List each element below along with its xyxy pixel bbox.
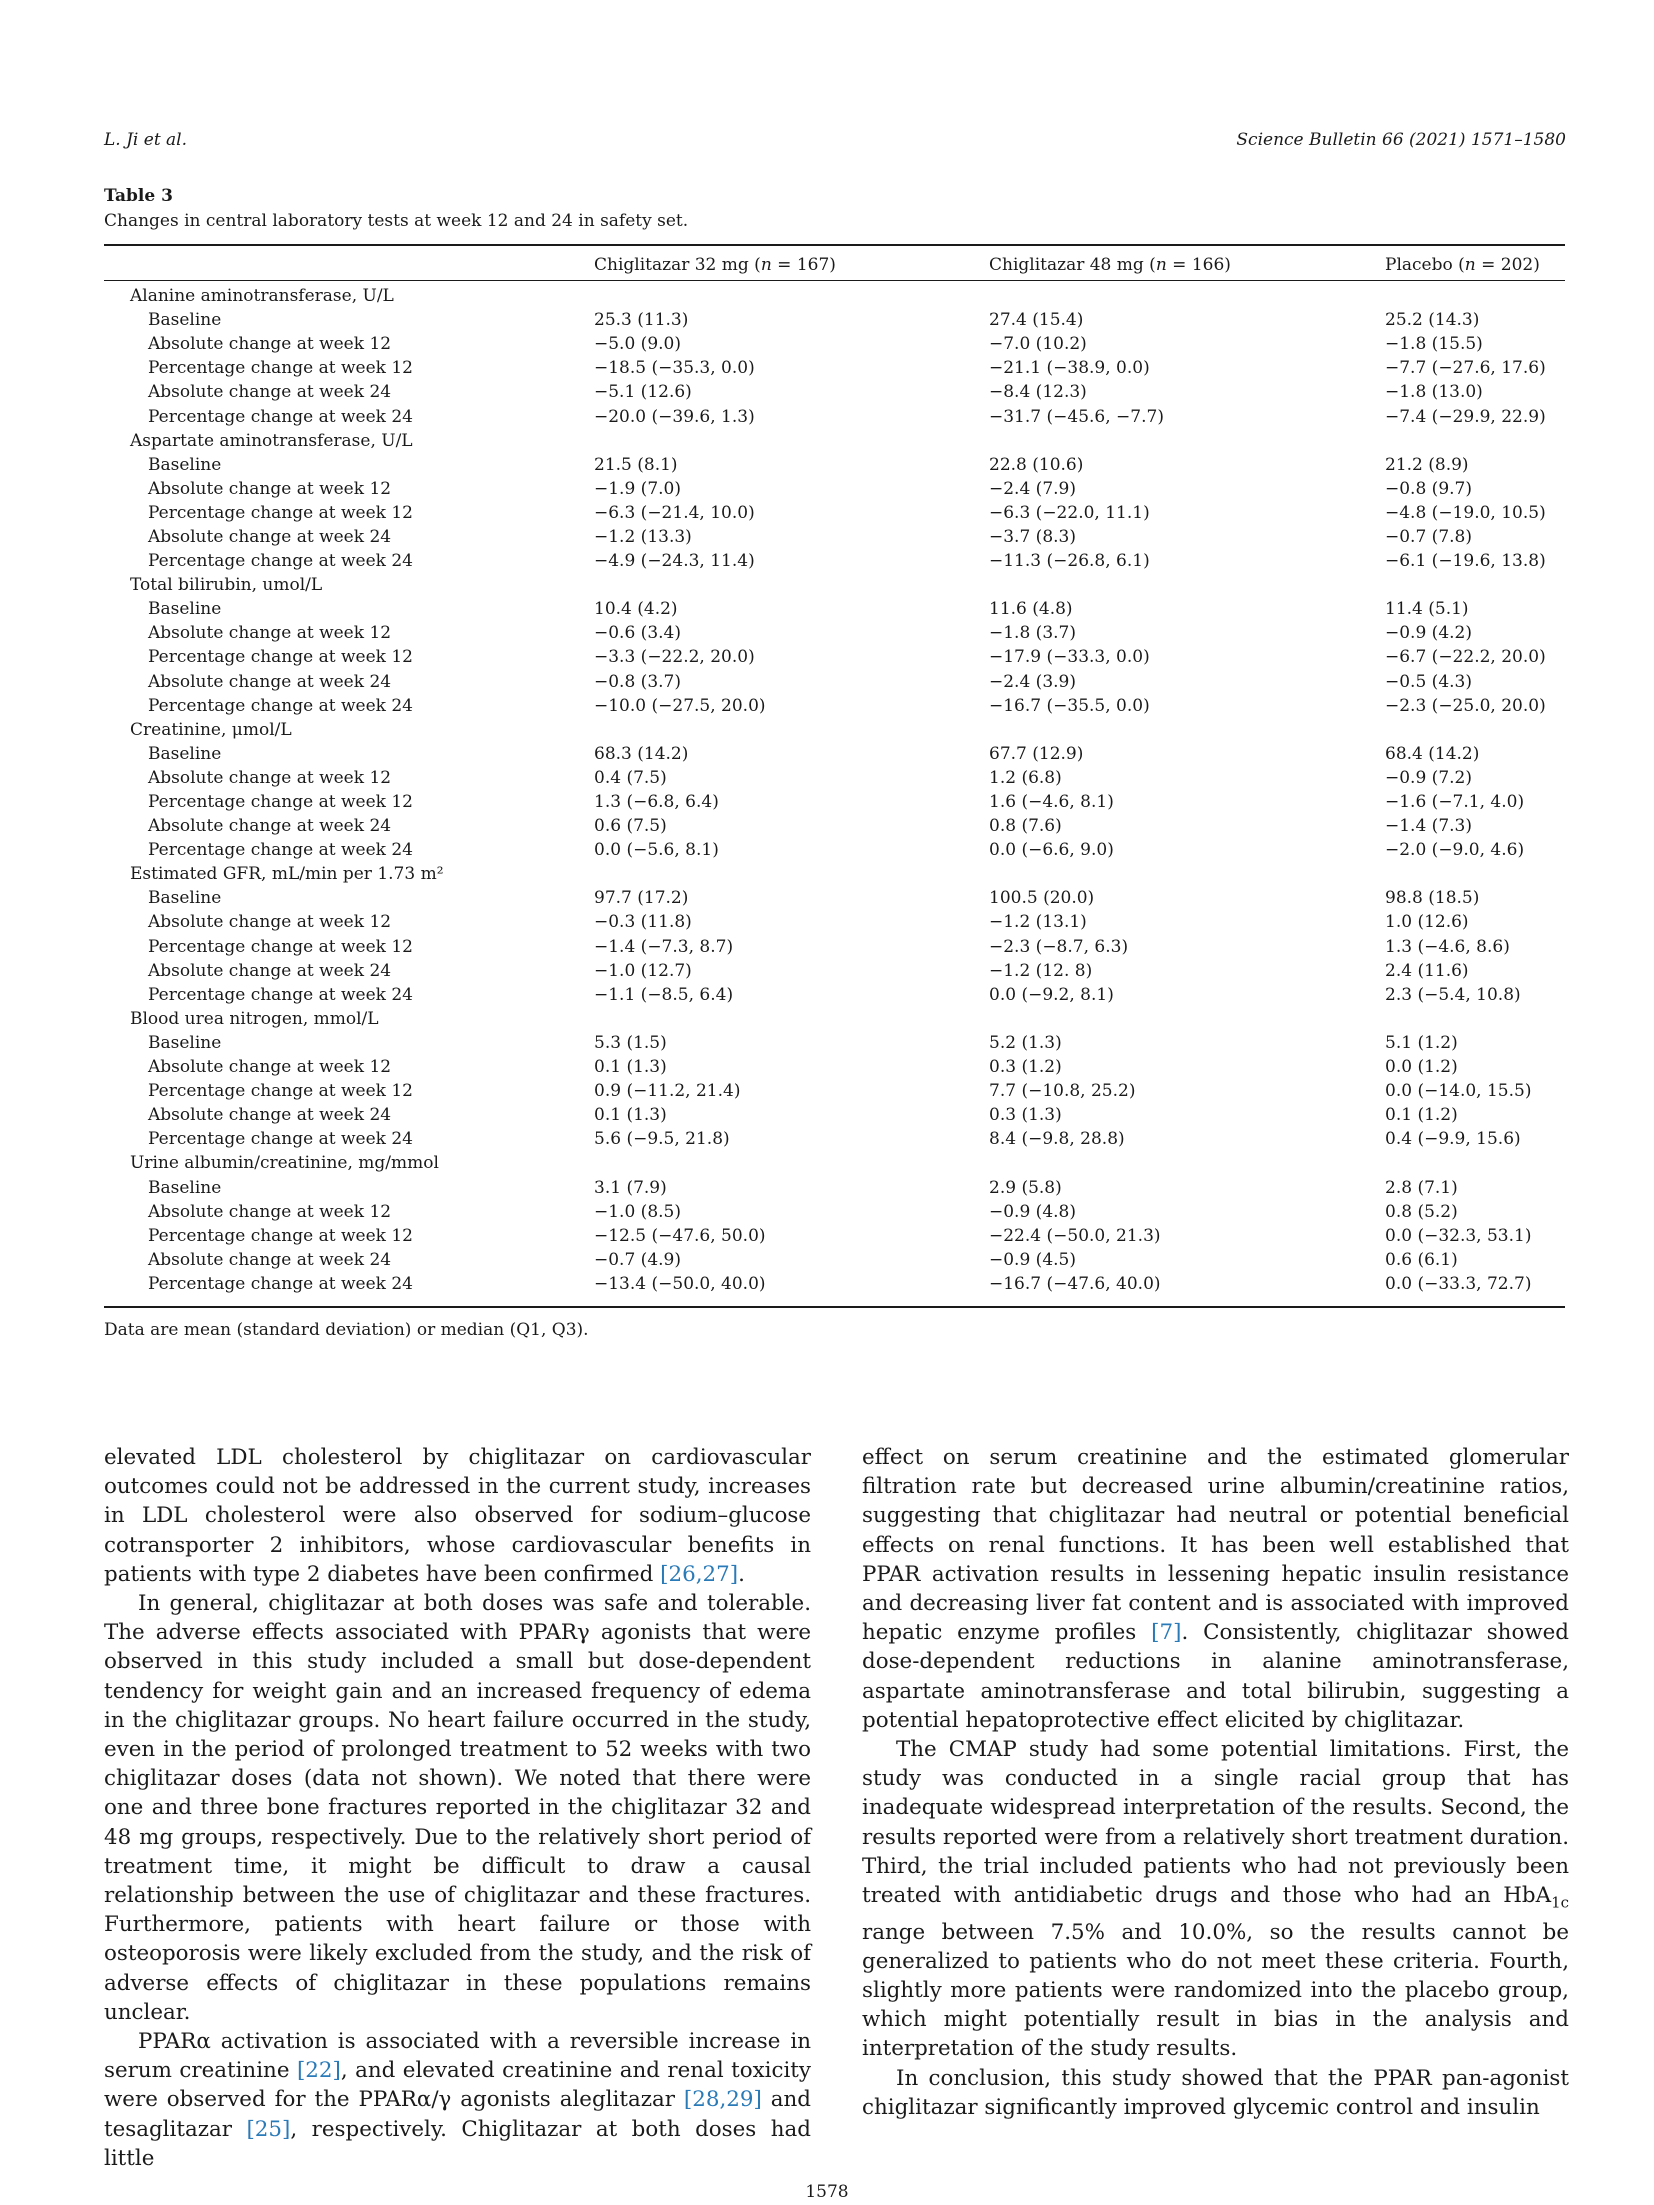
table-row — [104, 1127, 1565, 1151]
table-group-row — [104, 429, 1565, 453]
table-group-row — [104, 718, 1565, 742]
row-label: Percentage change at week 24 — [148, 695, 413, 716]
table-cell: −1.2 (13.3) — [594, 526, 692, 547]
table-row — [104, 1103, 1565, 1127]
table-cell: −3.3 (−22.2, 20.0) — [594, 647, 755, 668]
row-label: Absolute change at week 24 — [148, 960, 392, 981]
table-cell: 0.0 (−32.3, 53.1) — [1385, 1225, 1532, 1246]
table-cell: 0.6 (6.1) — [1385, 1249, 1458, 1270]
table-group-row — [104, 573, 1565, 597]
body-column-right — [862, 1443, 1569, 2122]
table-cell: 0.8 (7.6) — [989, 816, 1062, 837]
table-cell: 25.3 (11.3) — [594, 310, 689, 331]
row-label: Percentage change at week 24 — [148, 840, 413, 861]
header-cell-chiglitazar-32: Chiglitazar 32 mg (n = 167) — [594, 255, 836, 275]
table-cell: −2.4 (7.9) — [989, 478, 1076, 499]
table-cell: 22.8 (10.6) — [989, 454, 1084, 475]
table-row — [104, 766, 1565, 790]
page-number: 1578 — [805, 2182, 849, 2202]
table-cell: −8.4 (12.3) — [989, 382, 1087, 403]
table-cell: −2.3 (−8.7, 6.3) — [989, 936, 1129, 957]
table-cell: 68.4 (14.2) — [1385, 743, 1480, 764]
table-cell: 0.0 (1.2) — [1385, 1057, 1458, 1078]
table-row — [104, 1224, 1565, 1248]
table-cell: 11.6 (4.8) — [989, 599, 1073, 620]
table-cell: 2.3 (−5.4, 10.8) — [1385, 984, 1521, 1005]
table-cell: −12.5 (−47.6, 50.0) — [594, 1225, 766, 1246]
table-row — [104, 1079, 1565, 1103]
table-cell: −21.1 (−38.9, 0.0) — [989, 358, 1150, 379]
table-bottom-rule — [104, 1306, 1565, 1308]
table-row — [104, 1248, 1565, 1272]
group-label: Estimated GFR, mL/min per 1.73 m² — [130, 864, 444, 885]
table-cell: 0.1 (1.3) — [594, 1057, 667, 1078]
table-row — [104, 525, 1565, 549]
group-label: Urine albumin/creatinine, mg/mmol — [130, 1153, 439, 1174]
table-cell: 10.4 (4.2) — [594, 599, 678, 620]
row-label: Absolute change at week 12 — [148, 334, 392, 355]
row-label: Absolute change at week 12 — [148, 478, 392, 499]
table-cell: 0.8 (5.2) — [1385, 1201, 1458, 1222]
row-label: Percentage change at week 12 — [148, 647, 413, 668]
row-label: Baseline — [148, 1177, 222, 1198]
header-cell-chiglitazar-48: Chiglitazar 48 mg (n = 166) — [989, 255, 1231, 275]
table-cell: 1.6 (−4.6, 8.1) — [989, 792, 1114, 813]
table-cell: 0.1 (1.2) — [1385, 1105, 1458, 1126]
table-row — [104, 645, 1565, 669]
table-caption: Changes in central laboratory tests at week 12 and 24 in safety set. — [104, 211, 689, 231]
table-cell: −1.8 (13.0) — [1385, 382, 1483, 403]
row-label: Percentage change at week 24 — [148, 1129, 413, 1150]
table-cell: 0.0 (−5.6, 8.1) — [594, 840, 719, 861]
table-row — [104, 886, 1565, 910]
row-label: Absolute change at week 24 — [148, 1105, 392, 1126]
table-group-row — [104, 862, 1565, 886]
table-row — [104, 356, 1565, 380]
table-row — [104, 1175, 1565, 1199]
group-label: Blood urea nitrogen, mmol/L — [130, 1008, 379, 1029]
table-cell: −0.7 (4.9) — [594, 1249, 681, 1270]
row-label: Percentage change at week 24 — [148, 406, 413, 427]
row-label: Absolute change at week 24 — [148, 816, 392, 837]
table-cell: −1.4 (7.3) — [1385, 816, 1472, 837]
header-cell-blank — [104, 246, 594, 284]
table-row — [104, 549, 1565, 573]
table-cell: 98.8 (18.5) — [1385, 888, 1480, 909]
table-cell: −1.0 (12.7) — [594, 960, 692, 981]
table-cell: 25.2 (14.3) — [1385, 310, 1480, 331]
table-cell: −2.4 (3.9) — [989, 671, 1076, 692]
table-cell: 0.0 (−6.6, 9.0) — [989, 840, 1114, 861]
table-cell: −1.1 (−8.5, 6.4) — [594, 984, 734, 1005]
table-cell: 21.5 (8.1) — [594, 454, 678, 475]
row-label: Percentage change at week 12 — [148, 358, 413, 379]
table-row — [104, 1272, 1565, 1296]
group-label: Alanine aminotransferase, U/L — [130, 286, 394, 307]
table-cell: −7.7 (−27.6, 17.6) — [1385, 358, 1546, 379]
body-paragraph: effect on serum creatinine and the estimated glomerular filtration rate but decreased urine albumin/creatinine ratios, suggesting that chiglitazar had neutral or potential beneficial effects on renal functions. It has been well established that PPAR activation results in lessening hepatic insulin resistance and decreasing liver fat content and is associated with improved hepatic enzyme profiles [7]. Consistently, chiglitazar showed dose-dependent reductions in alanine aminotransferase, aspartate aminotransferase and total bilirubin, suggesting a potential hepatoprotective effect elicited by chiglitazar. — [862, 1445, 1569, 1733]
row-label: Baseline — [148, 599, 222, 620]
row-label: Absolute change at week 12 — [148, 623, 392, 644]
table-row — [104, 790, 1565, 814]
table-cell: −0.8 (3.7) — [594, 671, 681, 692]
table-cell: −0.8 (9.7) — [1385, 478, 1472, 499]
row-label: Absolute change at week 24 — [148, 1249, 392, 1270]
table-row — [104, 1031, 1565, 1055]
table-cell: −17.9 (−33.3, 0.0) — [989, 647, 1150, 668]
table-cell: 0.4 (−9.9, 15.6) — [1385, 1129, 1521, 1150]
table-row — [104, 332, 1565, 356]
table-cell: −1.6 (−7.1, 4.0) — [1385, 792, 1525, 813]
table-cell: −6.3 (−22.0, 11.1) — [989, 502, 1150, 523]
row-label: Baseline — [148, 454, 222, 475]
row-label: Percentage change at week 12 — [148, 1081, 413, 1102]
table-cell: 21.2 (8.9) — [1385, 454, 1469, 475]
table-cell: −2.3 (−25.0, 20.0) — [1385, 695, 1546, 716]
row-label: Absolute change at week 12 — [148, 1201, 392, 1222]
table-cell: 11.4 (5.1) — [1385, 599, 1469, 620]
table-cell: −1.8 (3.7) — [989, 623, 1076, 644]
row-label: Baseline — [148, 743, 222, 764]
row-label: Percentage change at week 12 — [148, 1225, 413, 1246]
table-row — [104, 1055, 1565, 1079]
table-row — [104, 742, 1565, 766]
table-row — [104, 621, 1565, 645]
table-cell: −0.9 (7.2) — [1385, 767, 1472, 788]
table-row — [104, 983, 1565, 1007]
table-cell: 2.9 (5.8) — [989, 1177, 1062, 1198]
table-cell: −0.3 (11.8) — [594, 912, 692, 933]
table-cell: −20.0 (−39.6, 1.3) — [594, 406, 755, 427]
row-label: Baseline — [148, 1032, 222, 1053]
table-cell: −6.1 (−19.6, 13.8) — [1385, 551, 1546, 572]
row-label: Baseline — [148, 310, 222, 331]
row-label: Absolute change at week 12 — [148, 767, 392, 788]
table-row — [104, 694, 1565, 718]
table-cell: −4.8 (−19.0, 10.5) — [1385, 502, 1546, 523]
table-cell: −5.1 (12.6) — [594, 382, 692, 403]
group-label: Total bilirubin, umol/L — [130, 575, 323, 596]
table-cell: 1.0 (12.6) — [1385, 912, 1469, 933]
table-cell: −0.9 (4.8) — [989, 1201, 1076, 1222]
table-cell: 5.6 (−9.5, 21.8) — [594, 1129, 730, 1150]
table-cell: −0.7 (7.8) — [1385, 526, 1472, 547]
table-cell: 7.7 (−10.8, 25.2) — [989, 1081, 1136, 1102]
row-label: Absolute change at week 12 — [148, 1057, 392, 1078]
table-group-row — [104, 284, 1565, 308]
table-row — [104, 477, 1565, 501]
table-cell: 2.4 (11.6) — [1385, 960, 1469, 981]
body-paragraph: elevated LDL cholesterol by chiglitazar on cardiovascular outcomes could not be addressed in the current study, increases in LDL cholesterol were also observed for sodium–glucose cotransporter 2 inhibitors, whose cardiovascular benefits in patients with type 2 diabetes have been confirmed [26,27]. — [104, 1445, 811, 1587]
row-label: Absolute change at week 12 — [148, 912, 392, 933]
table-cell: 68.3 (14.2) — [594, 743, 689, 764]
lab-tests-table — [104, 246, 1565, 1296]
table-cell: 97.7 (17.2) — [594, 888, 689, 909]
table-label: Table 3 — [104, 186, 173, 206]
table-cell: 8.4 (−9.8, 28.8) — [989, 1129, 1125, 1150]
row-label: Percentage change at week 24 — [148, 1273, 413, 1294]
table-cell: 67.7 (12.9) — [989, 743, 1084, 764]
table-cell: 3.1 (7.9) — [594, 1177, 667, 1198]
table-row — [104, 838, 1565, 862]
table-footnote: Data are mean (standard deviation) or median (Q1, Q3). — [104, 1320, 589, 1340]
row-label: Absolute change at week 24 — [148, 671, 392, 692]
table-cell: −2.0 (−9.0, 4.6) — [1385, 840, 1525, 861]
table-cell: 0.4 (7.5) — [594, 767, 667, 788]
table-cell: −1.2 (12. 8) — [989, 960, 1093, 981]
table-cell: −7.0 (10.2) — [989, 334, 1087, 355]
table-cell: 1.3 (−4.6, 8.6) — [1385, 936, 1510, 957]
row-label: Absolute change at week 24 — [148, 382, 392, 403]
table-cell: 27.4 (15.4) — [989, 310, 1084, 331]
table-cell: −18.5 (−35.3, 0.0) — [594, 358, 755, 379]
table-row — [104, 910, 1565, 934]
table-cell: −1.8 (15.5) — [1385, 334, 1483, 355]
row-label: Absolute change at week 24 — [148, 526, 392, 547]
table-row — [104, 814, 1565, 838]
table-cell: 0.9 (−11.2, 21.4) — [594, 1081, 741, 1102]
table-row — [104, 597, 1565, 621]
table-header-row — [104, 246, 1565, 284]
table-cell: −3.7 (8.3) — [989, 526, 1076, 547]
table-cell: 0.3 (1.2) — [989, 1057, 1062, 1078]
table-cell: −1.9 (7.0) — [594, 478, 681, 499]
table-cell: −6.7 (−22.2, 20.0) — [1385, 647, 1546, 668]
table-cell: 0.6 (7.5) — [594, 816, 667, 837]
table-cell: 0.0 (−14.0, 15.5) — [1385, 1081, 1532, 1102]
table-cell: 0.0 (−9.2, 8.1) — [989, 984, 1114, 1005]
body-column-left — [104, 1443, 811, 2173]
table-cell: 5.3 (1.5) — [594, 1032, 667, 1053]
table-group-row — [104, 1151, 1565, 1175]
table-cell: −7.4 (−29.9, 22.9) — [1385, 406, 1546, 427]
table-body — [104, 284, 1565, 1296]
group-label: Creatinine, μmol/L — [130, 719, 292, 740]
table-row — [104, 380, 1565, 404]
table-cell: 1.3 (−6.8, 6.4) — [594, 792, 719, 813]
table-cell: 1.2 (6.8) — [989, 767, 1062, 788]
row-label: Baseline — [148, 888, 222, 909]
running-header-journal: Science Bulletin 66 (2021) 1571–1580 — [1236, 130, 1566, 150]
running-header-authors: L. Ji et al. — [104, 130, 188, 150]
table-row — [104, 1200, 1565, 1224]
group-label: Aspartate aminotransferase, U/L — [130, 430, 413, 451]
table-cell: −16.7 (−47.6, 40.0) — [989, 1273, 1161, 1294]
table-cell: −1.2 (13.1) — [989, 912, 1087, 933]
table-cell: 0.0 (−33.3, 72.7) — [1385, 1273, 1532, 1294]
table-cell: −0.5 (4.3) — [1385, 671, 1472, 692]
table-cell: −13.4 (−50.0, 40.0) — [594, 1273, 766, 1294]
table-group-row — [104, 1007, 1565, 1031]
table-cell: −1.0 (8.5) — [594, 1201, 681, 1222]
table-cell: 2.8 (7.1) — [1385, 1177, 1458, 1198]
table-cell: −31.7 (−45.6, −7.7) — [989, 406, 1164, 427]
row-label: Percentage change at week 12 — [148, 792, 413, 813]
table-row — [104, 670, 1565, 694]
row-label: Percentage change at week 12 — [148, 936, 413, 957]
table-cell: −11.3 (−26.8, 6.1) — [989, 551, 1150, 572]
table-cell: −0.6 (3.4) — [594, 623, 681, 644]
row-label: Percentage change at week 12 — [148, 502, 413, 523]
row-label: Percentage change at week 24 — [148, 551, 413, 572]
table-cell: 100.5 (20.0) — [989, 888, 1095, 909]
body-paragraph: PPARα activation is associated with a reversible increase in serum creatinine [22], and elevated creatinine and renal toxicity were observed for the PPARα/γ agonists aleglitazar [28,29] and tesaglitazar [25], respectively. Chiglitazar at both doses had little — [104, 2029, 811, 2171]
table-row — [104, 453, 1565, 477]
table-cell: −5.0 (9.0) — [594, 334, 681, 355]
table-cell: 5.1 (1.2) — [1385, 1032, 1458, 1053]
row-label: Percentage change at week 24 — [148, 984, 413, 1005]
table-row — [104, 935, 1565, 959]
table-cell: −22.4 (−50.0, 21.3) — [989, 1225, 1161, 1246]
table-cell: 5.2 (1.3) — [989, 1032, 1062, 1053]
table-row — [104, 308, 1565, 332]
table-cell: −16.7 (−35.5, 0.0) — [989, 695, 1150, 716]
table-cell: 0.1 (1.3) — [594, 1105, 667, 1126]
header-cell-placebo: Placebo (n = 202) — [1385, 255, 1540, 275]
table-cell: −0.9 (4.2) — [1385, 623, 1472, 644]
body-paragraph: In conclusion, this study showed that the PPAR pan-agonist chiglitazar significantly improved glycemic control and insulin — [862, 2065, 1569, 2120]
table-cell: −0.9 (4.5) — [989, 1249, 1076, 1270]
table-cell: −1.4 (−7.3, 8.7) — [594, 936, 734, 957]
table-cell: −6.3 (−21.4, 10.0) — [594, 502, 755, 523]
table-row — [104, 404, 1565, 428]
table-row — [104, 501, 1565, 525]
body-paragraph: The CMAP study had some potential limitations. First, the study was conducted in a single racial group that has inadequate widespread interpretation of the results. Second, the results reported were from a relatively short treatment duration. Third, the trial included patients who had not previously been treated with antidiabetic drugs and those who had an HbA$_{1c}$ range between 7.5% and 10.0%, so the results cannot be generalized to patients who do not meet these criteria. Fourth, slightly more patients were randomized into the placebo group, which might potentially result in bias in the analysis and interpretation of the study results. — [862, 1737, 1569, 2062]
table-row — [104, 959, 1565, 983]
table-cell: −10.0 (−27.5, 20.0) — [594, 695, 766, 716]
body-paragraph: In general, chiglitazar at both doses was safe and tolerable. The adverse effects associated with PPARγ agonists that were observed in this study included a small but dose-dependent tendency for weight gain and an increased frequency of edema in the chiglitazar groups. No heart failure occurred in the study, even in the period of prolonged treatment to 52 weeks with two chiglitazar doses (data not shown). We noted that there were one and three bone fractures reported in the chiglitazar 32 and 48 mg groups, respectively. Due to the relatively short period of treatment time, it might be difficult to draw a causal relationship between the use of chiglitazar and these fractures. Furthermore, patients with heart failure or those with osteoporosis were likely excluded from the study, and the risk of adverse effects of chiglitazar in these populations remains unclear. — [104, 1591, 811, 2025]
table-cell: −4.9 (−24.3, 11.4) — [594, 551, 755, 572]
table-cell: 0.3 (1.3) — [989, 1105, 1062, 1126]
